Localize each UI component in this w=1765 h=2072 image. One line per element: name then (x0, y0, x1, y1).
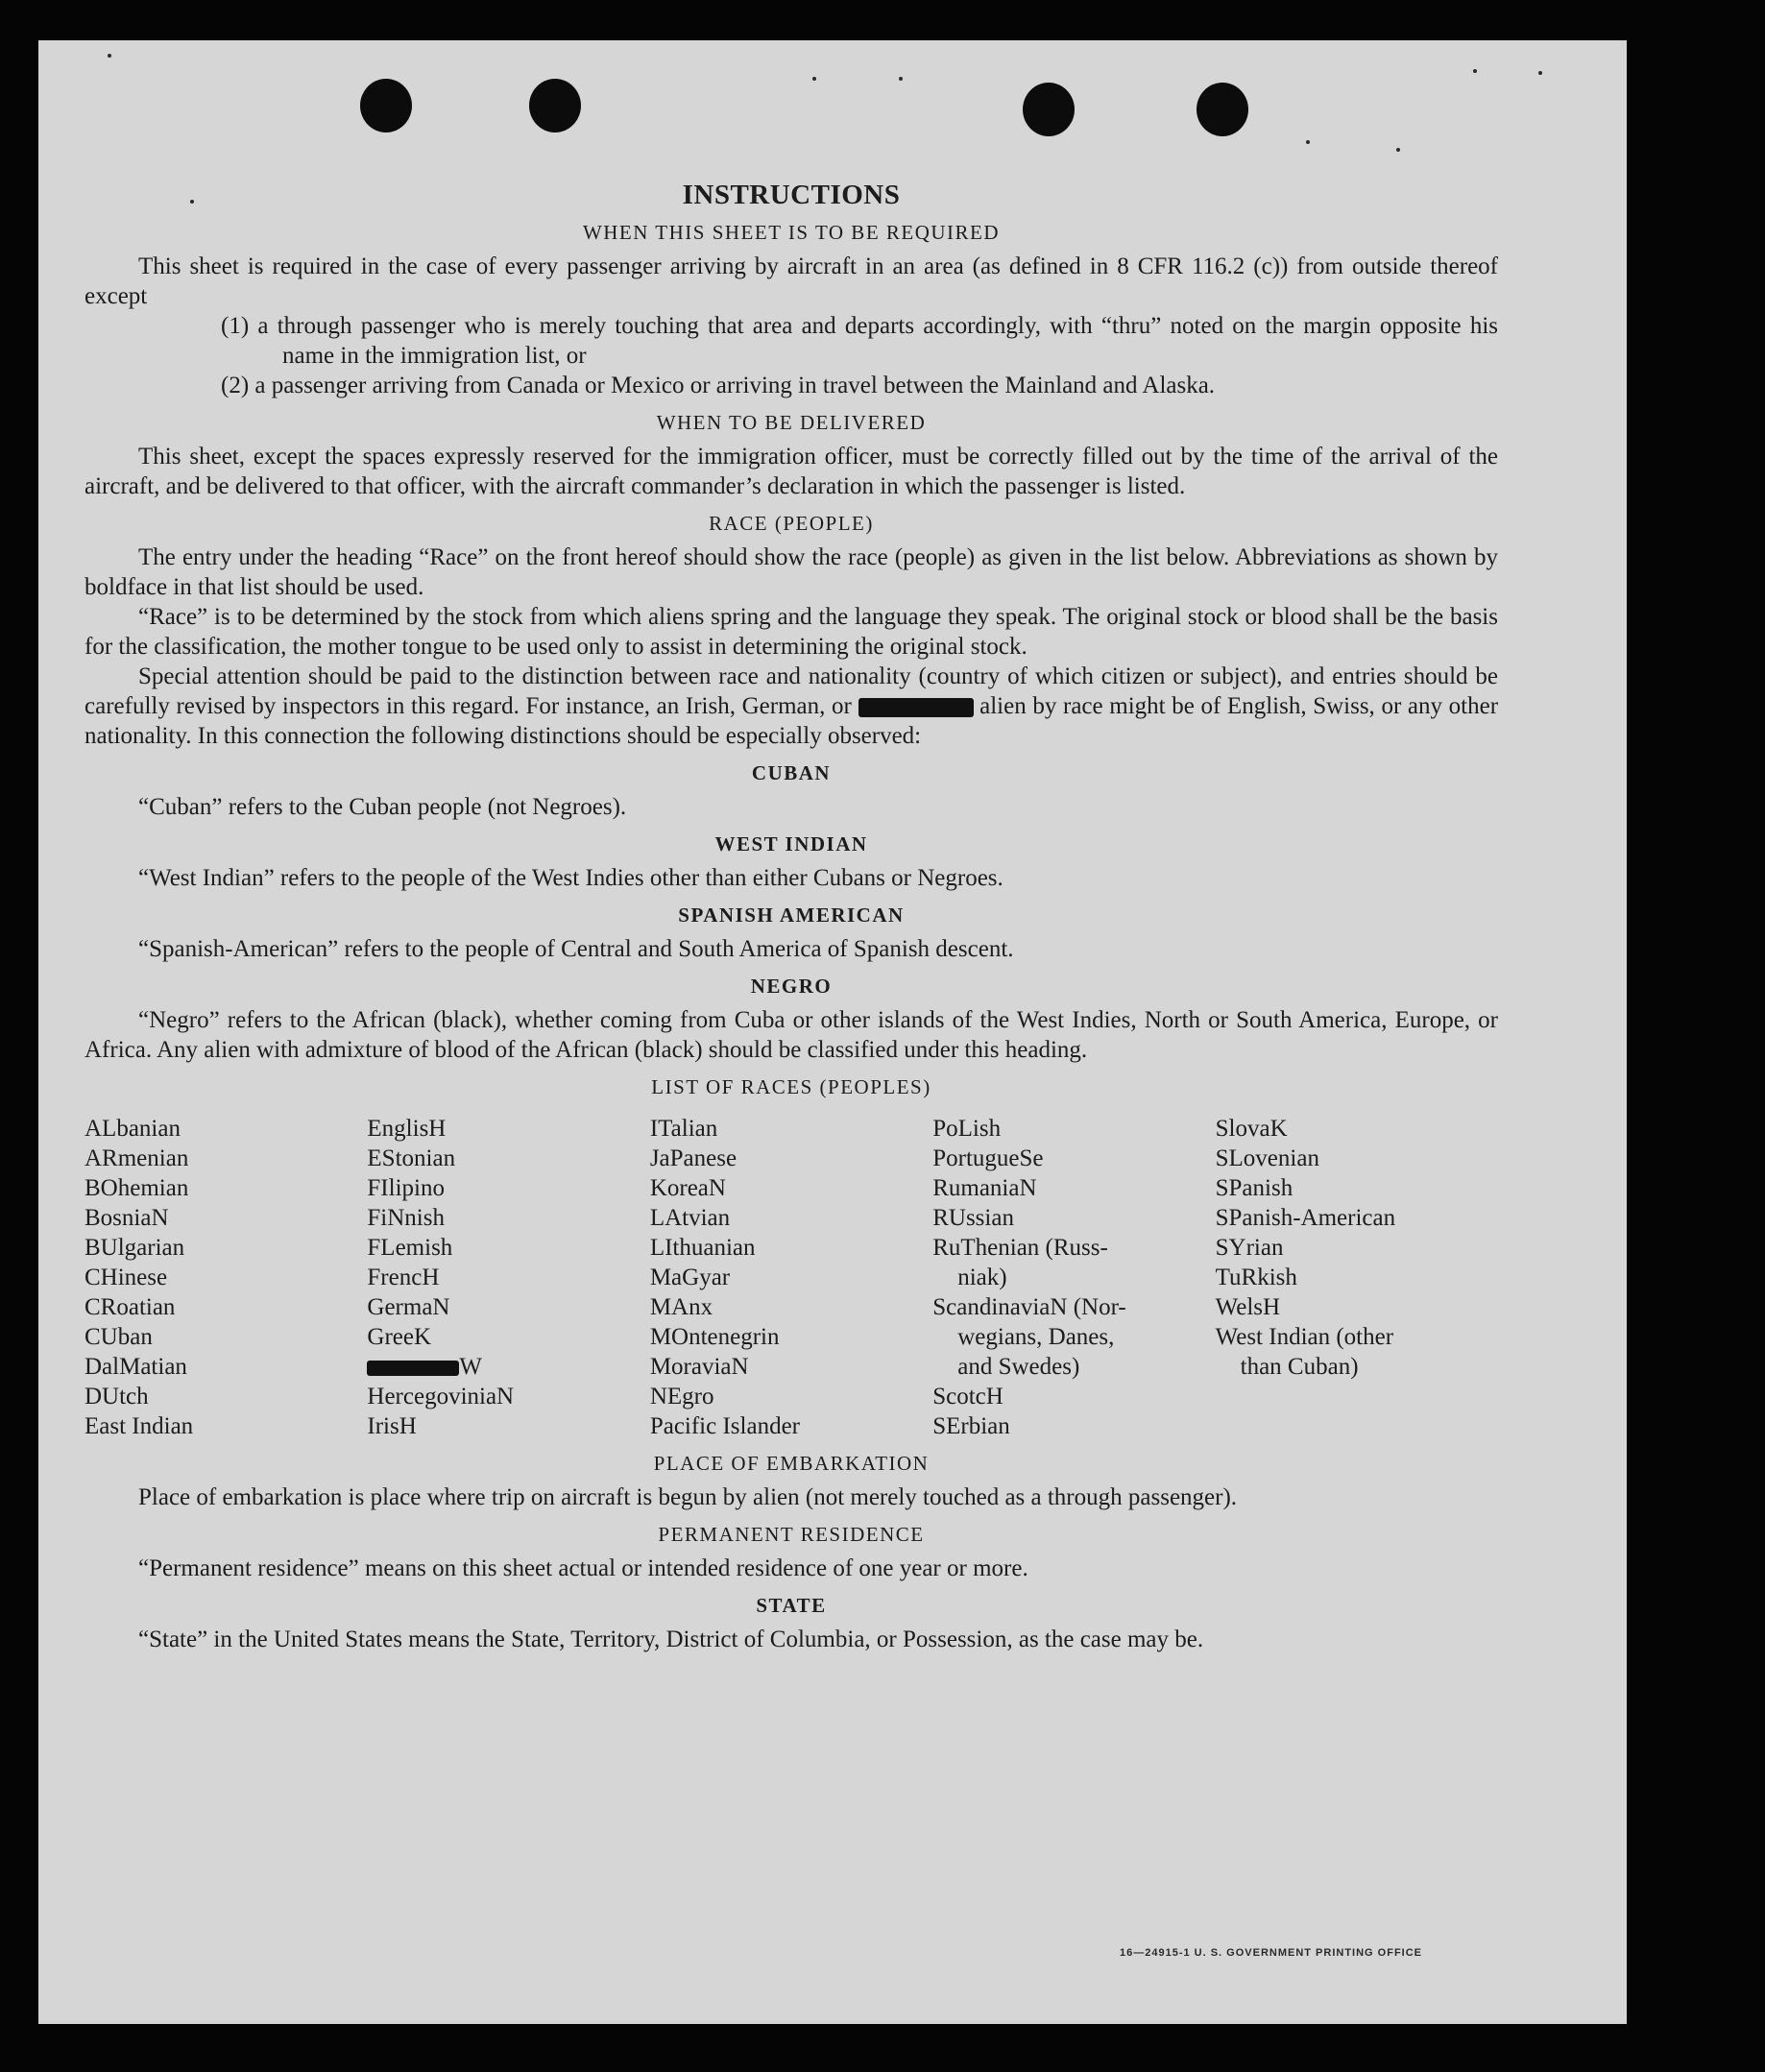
race-item: ALbanian (85, 1116, 181, 1142)
race-paragraph-1: The entry under the heading “Race” on the front hereof should show the race (people) as given in the list below. Abbreviations as shown by boldface in that list should be used. (85, 544, 1498, 600)
race-column-5 (1216, 1114, 1498, 1441)
delivered-text: This sheet, except the spaces expressly reserved for the immigration officer, must be correctly filled out by the time of the arrival of the aircraft, and be delivered to that officer, with the aircraft commander’s declaration in which the passenger is listed. (85, 444, 1498, 499)
race-item: ITalian (649, 1116, 718, 1142)
race-column-3 (650, 1114, 932, 1441)
race-paragraph-3: Special attention should be paid to the distinction between race and nationality (country of which citizen or subject), and entries should be carefully revised by inspectors in this regard. For instance, an Irish, German, or alien by race might be of English, Swiss, or any other nationality. In this connection the following distinctions should be especially observed: (85, 663, 1499, 749)
instructions-content (85, 181, 1498, 1654)
race-item: FIlipino (367, 1175, 445, 1201)
race-item: LAtvian (649, 1205, 731, 1231)
race-item: niak) (957, 1265, 1007, 1290)
section-heading-when-delivered: WHEN TO BE DELIVERED (656, 411, 927, 434)
race-item: SlovaK (1215, 1116, 1288, 1142)
race-item: EStonian (367, 1145, 456, 1171)
race-item: IrisH (367, 1413, 417, 1439)
race-column-4 (932, 1114, 1215, 1441)
race-column-2 (367, 1114, 649, 1441)
race-item: wegians, Danes, (957, 1324, 1115, 1350)
race-item: HercegoviniaN (367, 1384, 515, 1409)
section-heading-state: STATE (756, 1594, 827, 1617)
dust-speck (108, 54, 111, 58)
race-item: NEgro (649, 1384, 714, 1409)
race-item: MOntenegrin (649, 1324, 780, 1350)
race-item: DUtch (85, 1384, 149, 1409)
cuban-text: “Cuban” refers to the Cuban people (not Negroes). (138, 794, 627, 820)
race-item: BUlgarian (85, 1235, 185, 1261)
race-item: CUban (85, 1324, 153, 1350)
section-heading-residence: PERMANENT RESIDENCE (658, 1523, 925, 1546)
race-column-1 (85, 1114, 367, 1441)
embarkation-text: Place of embarkation is place where trip on aircraft is begun by alien (not merely touched as a through passenger). (138, 1484, 1238, 1510)
race-item: SPanish-American (1215, 1205, 1396, 1231)
race-item: KoreaN (649, 1175, 726, 1201)
race-item: CRoatian (85, 1294, 176, 1320)
race-item: BosniaN (85, 1205, 169, 1231)
dust-speck (1473, 69, 1477, 73)
binder-hole-2 (529, 79, 581, 133)
dust-speck (1538, 71, 1542, 75)
race-item: and Swedes) (957, 1354, 1080, 1380)
required-intro: This sheet is required in the case of every passenger arriving by aircraft in an area (as defined in 8 CFR 116.2 (c)) from outside thereof except (85, 253, 1498, 309)
redaction-mark (367, 1361, 459, 1376)
race-item: CHinese (85, 1265, 168, 1290)
race-item: MaGyar (649, 1265, 731, 1290)
section-heading-list-of-races: LIST OF RACES (PEOPLES) (651, 1075, 931, 1098)
race-item: East Indian (85, 1413, 194, 1439)
race-item: SErbian (932, 1413, 1010, 1439)
race-item: WelsH (1215, 1294, 1281, 1320)
race-item: PortugueSe (932, 1145, 1044, 1171)
race-item: RuThenian (Russ- (932, 1235, 1108, 1261)
printing-office-footnote: 16—24915-1 U. S. GOVERNMENT PRINTING OFFICE (1120, 1947, 1423, 1959)
page-title: INSTRUCTIONS (682, 180, 901, 210)
race-item: FrencH (367, 1265, 440, 1290)
race-item: EnglisH (367, 1116, 447, 1142)
race-item: FLemish (367, 1235, 453, 1261)
section-heading-spanish-american: SPANISH AMERICAN (678, 903, 905, 927)
document-sheet (38, 40, 1627, 2024)
race-item: SLovenian (1215, 1145, 1319, 1171)
section-heading-when-required: WHEN THIS SHEET IS TO BE REQUIRED (582, 221, 1001, 244)
binder-hole-4 (1197, 83, 1248, 136)
race-item: SYrian (1215, 1235, 1284, 1261)
state-text: “State” in the United States means the State, Territory, District of Columbia, or Possession, as the case may be. (138, 1626, 1204, 1652)
race-item: ScandinaviaN (Nor- (932, 1294, 1126, 1320)
exception-item-2: (2) a passenger arriving from Canada or Mexico or arriving in travel between the Mainland and Alaska. (221, 373, 1216, 398)
race-item: GreeK (367, 1324, 432, 1350)
dust-speck (1396, 148, 1400, 152)
race-item: RumaniaN (932, 1175, 1037, 1201)
race-item: West Indian (other (1215, 1324, 1394, 1350)
race-item-redacted: W (367, 1352, 649, 1382)
residence-text: “Permanent residence” means on this sheet actual or intended residence of one year or more. (138, 1555, 1028, 1581)
race-item: ARmenian (85, 1145, 189, 1171)
section-heading-negro: NEGRO (750, 975, 833, 998)
redaction-mark (858, 698, 974, 717)
race-item: BOhemian (85, 1175, 189, 1201)
dust-speck (1306, 140, 1310, 144)
race-paragraph-2: “Race” is to be determined by the stock from which aliens spring and the language they speak. The original stock or blood shall be the basis for the classification, the mother tongue to be used only to assist in determining the original stock. (85, 604, 1498, 660)
section-heading-embarkation: PLACE OF EMBARKATION (653, 1452, 930, 1475)
race-item: FiNnish (367, 1205, 445, 1231)
race-item: than Cuban) (1240, 1354, 1359, 1380)
dust-speck (812, 77, 816, 81)
race-item: LIthuanian (649, 1235, 756, 1261)
section-heading-cuban: CUBAN (751, 761, 832, 784)
race-list (85, 1114, 1498, 1441)
race-item: MoraviaN (649, 1354, 749, 1380)
race-item: RUssian (932, 1205, 1014, 1231)
race-item: Pacific Islander (649, 1413, 800, 1439)
section-heading-west-indian: WEST INDIAN (714, 832, 868, 855)
negro-text: “Negro” refers to the African (black), whether coming from Cuba or other islands of the West Indies, North or South America, Europe, or Africa. Any alien with admixture of blood of the African (black) should be classified under this heading. (85, 1007, 1498, 1063)
exception-item-1: (1) a through passenger who is merely touching that area and departs accordingly, with “thru” noted on the margin opposite his name in the immigration list, or (221, 313, 1498, 369)
race-item: SPanish (1215, 1175, 1294, 1201)
binder-hole-1 (360, 79, 412, 133)
spanish-american-text: “Spanish-American” refers to the people of Central and South America of Spanish descent. (138, 936, 1014, 962)
dust-speck (899, 77, 903, 81)
binder-hole-3 (1023, 83, 1075, 136)
section-heading-race: RACE (PEOPLE) (709, 512, 874, 535)
race-item: PoLish (932, 1116, 1002, 1142)
race-item: JaPanese (649, 1145, 737, 1171)
race-item: DalMatian (85, 1354, 187, 1380)
race-item: TuRkish (1215, 1265, 1297, 1290)
race-item: MAnx (649, 1294, 713, 1320)
race-item: ScotcH (932, 1384, 1003, 1409)
west-indian-text: “West Indian” refers to the people of the West Indies other than either Cubans or Negroes. (138, 865, 1003, 891)
race-item: GermaN (367, 1294, 450, 1320)
